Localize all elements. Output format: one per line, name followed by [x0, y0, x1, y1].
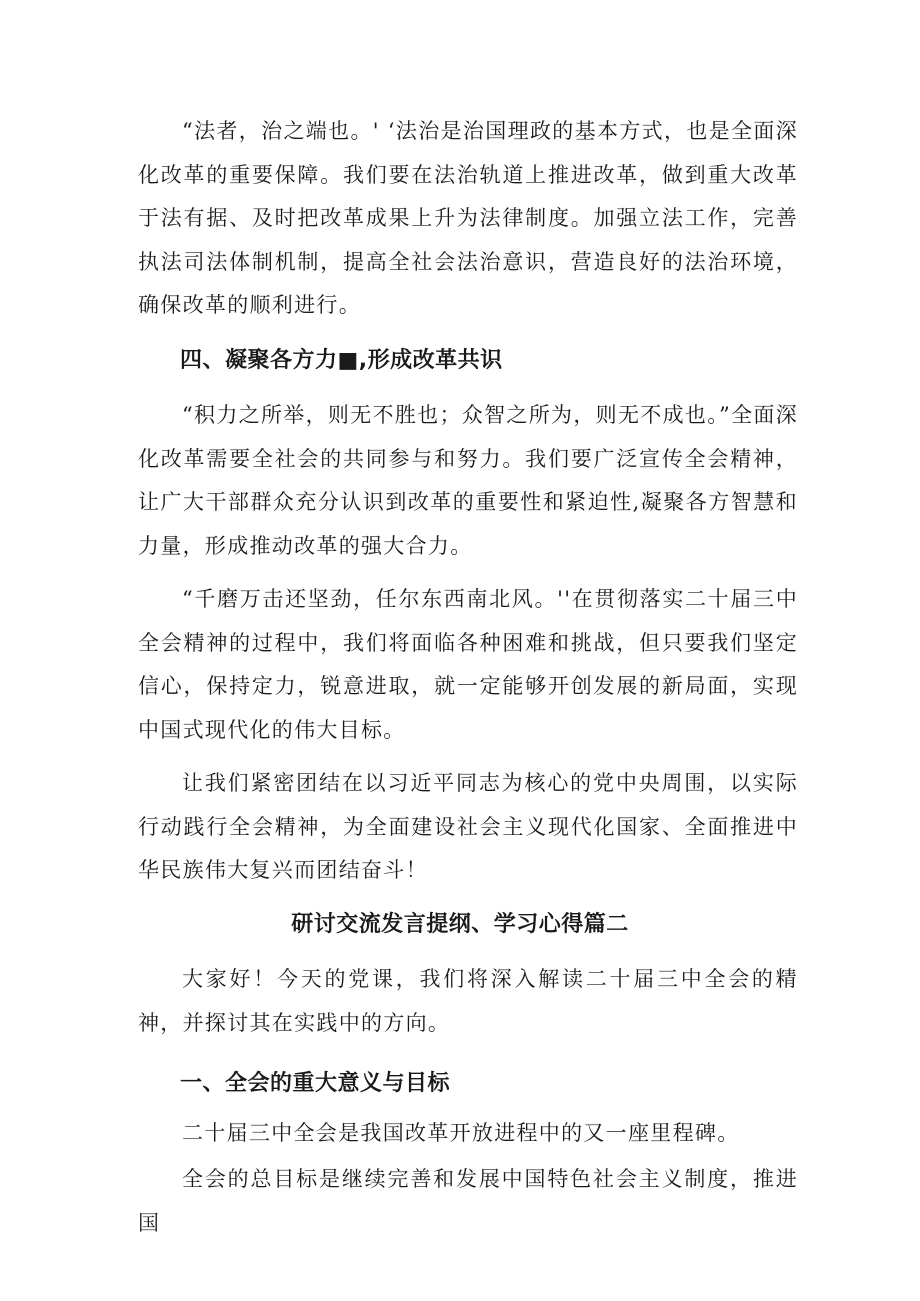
- paragraph-goal: 全会的总目标是继续完善和发展中国特色社会主义制度，推进国: [138, 1167, 798, 1235]
- section-heading-one: 一、全会的重大意义与目标: [180, 1071, 451, 1096]
- paragraph-greeting: 大家好！今天的党课，我们将深入解读二十届三中全会的精神，并探讨其在实践中的方向。: [138, 967, 798, 1035]
- section-heading-four: 四、凝聚各方力■,形成改革共识: [180, 348, 503, 373]
- paragraph-rule-of-law: “法者，治之端也。' ‘法治是治国理政的基本方式，也是全面深化改革的重要保障。我们要在法治轨道上推进改革，做到重大改革于法有据、及时把改革成果上升为法律制度。加强立法工作，完善执法司法体制机制，提高全社会法治意识，营造良好的法治环境，确保改革的顺利进行。: [138, 119, 798, 317]
- paragraph-challenges: “千磨万击还坚劲，任尔东西南北风。''在贯彻落实二十届三中全会精神的过程中，我们将面临各种困难和挑战，但只要我们坚定信心，保持定力，锐意进取，就一定能够开创发展的新局面，实现中国式现代化的伟大目标。: [138, 587, 798, 742]
- paragraph-unite: 让我们紧密团结在以习近平同志为核心的党中央周围，以实际行动践行全会精神，为全面建设社会主义现代化国家、全面推进中华民族伟大复兴而团结奋斗！: [138, 771, 798, 882]
- section-title-part-two: 研讨交流发言提纲、学习心得篇二: [291, 912, 629, 937]
- paragraph-joint-effort: “积力之所举，则无不胜也；众智之所为，则无不成也。”全面深化改革需要全社会的共同参与和努力。我们要广泛宣传全会精神，让广大干部群众充分认识到改革的重要性和紧迫性,凝聚各方智慧和力量，形成推动改革的强大合力。: [138, 403, 798, 558]
- paragraph-milestone: 二十届三中全会是我国改革开放进程中的又一座里程碑。: [182, 1121, 740, 1145]
